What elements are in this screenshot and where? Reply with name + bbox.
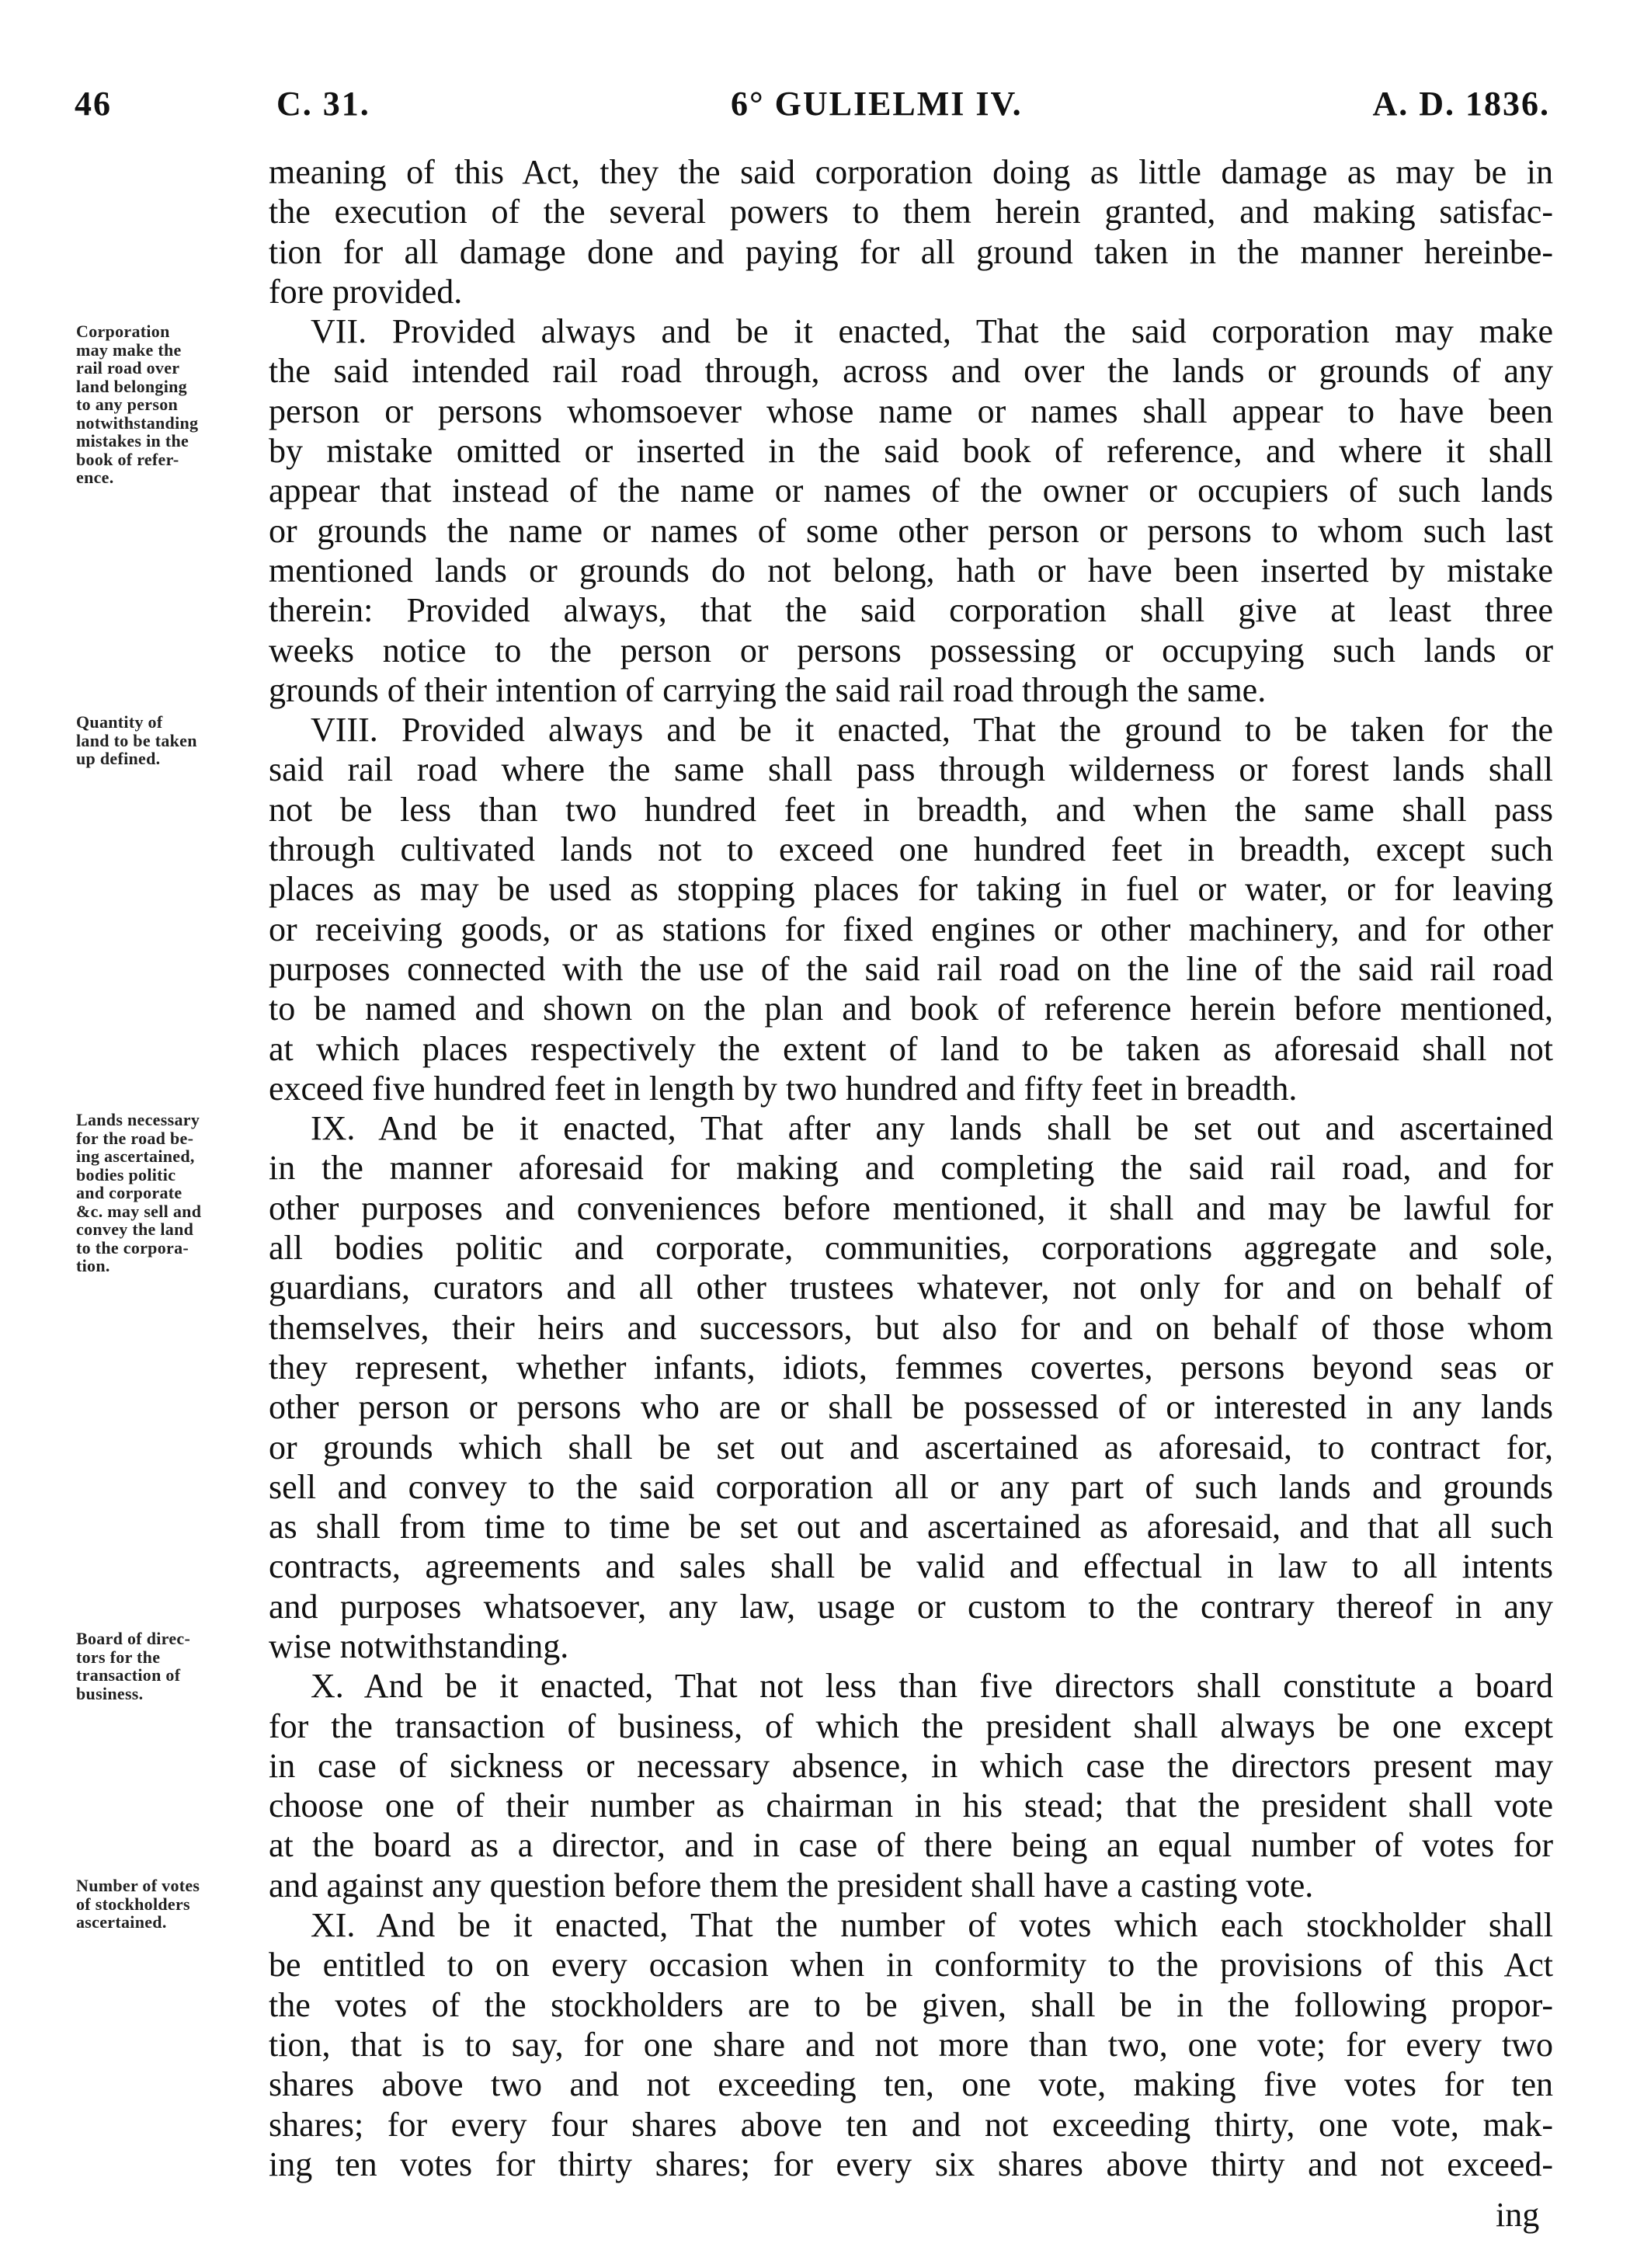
- margin-note-line: notwithstanding: [76, 412, 199, 433]
- text-line: weeks notice to the person or persons possessing or occupying such lands or: [269, 631, 1553, 670]
- section-viii: [269, 710, 1553, 1108]
- section-vii: [269, 311, 1553, 710]
- text-line: through cultivated lands not to exceed one hundred feet in breadth, except such: [269, 830, 1553, 869]
- margin-note-line: to the corpora-: [76, 1237, 189, 1257]
- chapter-number: C. 31.: [276, 85, 370, 123]
- text-line: be entitled to on every occasion when in conformity to the provisions of this Act: [269, 1946, 1553, 1984]
- text-line: grounds of their intention of carrying the said rail road through the same.: [269, 670, 1267, 709]
- margin-note-line: tion.: [76, 1256, 110, 1275]
- text-line: other purposes and conveniences before mentioned, it shall and may be lawful for: [269, 1188, 1553, 1227]
- margin-note-line: ascertained.: [76, 1912, 167, 1932]
- text-line: shares above two and not exceeding ten, one vote, making five votes for ten: [269, 2065, 1553, 2104]
- margin-note-lands-necessary: [76, 1111, 262, 1275]
- margin-note-line: Quantity of: [76, 712, 163, 732]
- margin-note-line: ing ascertained,: [76, 1146, 195, 1166]
- text-line: contracts, agreements and sales shall be valid and effectual in law to all intents: [269, 1547, 1553, 1586]
- text-line: guardians, curators and all other trustees whatever, not only for and on behalf of: [269, 1268, 1553, 1307]
- year: A. D. 1836.: [1372, 85, 1550, 123]
- text-line: other person or persons who are or shall be possessed of or interested in any lands: [269, 1388, 1553, 1427]
- margin-note-line: bodies politic: [76, 1164, 176, 1184]
- margin-note-number-of-votes: [76, 1877, 262, 1932]
- text-line: fore provided.: [269, 272, 463, 311]
- text-line: or grounds which shall be set out and ascertained as aforesaid, to contract for,: [269, 1428, 1553, 1466]
- text-line: appear that instead of the name or names of the owner or occupiers of such lands: [269, 471, 1553, 510]
- margin-note-line: Corporation: [76, 322, 170, 341]
- section-xi: [269, 1905, 1553, 2184]
- text-line: shares; for every four shares above ten and not exceeding thirty, one vote, mak-: [269, 2105, 1553, 2144]
- margin-note-line: &c. may sell and: [76, 1201, 202, 1221]
- section-x: [269, 1666, 1553, 1905]
- margin-note-line: may make the: [76, 339, 182, 360]
- text-line: tion for all damage done and paying for all ground taken in the manner hereinbe-: [269, 232, 1553, 271]
- margin-note-line: book of refer-: [76, 449, 179, 469]
- text-line: VIII. Provided always and be it enacted, That the ground to be taken for the: [311, 711, 1553, 750]
- text-line: choose one of their number as chairman in his stead; that the president shall vote: [269, 1786, 1553, 1825]
- text-line: person or persons whomsoever whose name or names shall appear to have been: [269, 391, 1553, 430]
- text-line: purposes connected with the use of the said rail road on the line of the said rail road: [269, 949, 1553, 988]
- margin-note-quantity-of-land: [76, 713, 262, 768]
- margin-note-line: and corporate: [76, 1183, 182, 1202]
- margin-note-line: convey the land: [76, 1219, 194, 1239]
- text-line: all bodies politic and corporate, communities, corporations aggregate and sole,: [269, 1229, 1553, 1268]
- margin-note-line: mistakes in the: [76, 431, 189, 450]
- page-number: 46: [75, 85, 112, 123]
- text-line: themselves, their heirs and successors, but also for and on behalf of those whom: [269, 1308, 1553, 1347]
- text-line: or receiving goods, or as stations for fixed engines or other machinery, and for other: [269, 910, 1553, 948]
- margin-note-board-of-directors: [76, 1630, 262, 1703]
- text-line: ing ten votes for thirty shares; for every six shares above thirty and not exceed-: [269, 2145, 1553, 2183]
- text-line: XI. And be it enacted, That the number of votes which each stockholder shall: [311, 1906, 1553, 1945]
- text-line: not be less than two hundred feet in breadth, and when the same shall pass: [269, 790, 1553, 829]
- text-line: by mistake omitted or inserted in the said book of reference, and where it shall: [269, 432, 1553, 471]
- text-line: exceed five hundred feet in length by two hundred and fifty feet in breadth.: [269, 1069, 1298, 1108]
- margin-note-line: ence.: [76, 468, 114, 487]
- text-line: the execution of the several powers to them herein granted, and making satisfac-: [269, 193, 1553, 231]
- text-line: and purposes whatsoever, any law, usage or custom to the contrary thereof in any: [269, 1587, 1553, 1626]
- text-line: at which places respectively the extent of land to be taken as aforesaid shall not: [269, 1029, 1553, 1068]
- text-line: IX. And be it enacted, That after any lands shall be set out and ascertained: [311, 1109, 1553, 1148]
- margin-note-line: business.: [76, 1683, 144, 1703]
- text-line: or grounds the name or names of some other person or persons to whom such last: [269, 511, 1553, 550]
- margin-note-line: rail road over: [76, 358, 180, 377]
- margin-note-line: land to be taken: [76, 730, 197, 750]
- text-line: mentioned lands or grounds do not belong, hath or have been inserted by mistake: [269, 551, 1553, 590]
- margin-note-line: Number of votes: [76, 1876, 200, 1895]
- paragraph-continuation: [269, 152, 1553, 311]
- text-line: meaning of this Act, they the said corporation doing as little damage as may be in: [269, 153, 1553, 191]
- text-line: wise notwithstanding.: [269, 1626, 569, 1665]
- margin-note-line: to any person: [76, 395, 179, 414]
- text-line: sell and convey to the said corporation all or any part of such lands and grounds: [269, 1467, 1553, 1506]
- text-line: in the manner aforesaid for making and completing the said rail road, and for: [269, 1149, 1553, 1188]
- text-line: the said intended rail road through, across and over the lands or grounds of any: [269, 352, 1553, 391]
- margin-note-line: Lands necessary: [76, 1110, 200, 1129]
- margin-note-corporation: [76, 322, 262, 487]
- text-line: to be named and shown on the plan and book of reference herein before mentioned,: [269, 990, 1553, 1028]
- text-line: said rail road where the same shall pass through wilderness or forest lands shall: [269, 750, 1553, 789]
- text-line: as shall from time to time be set out and ascertained as aforesaid, and that all such: [269, 1508, 1553, 1546]
- text-line: they represent, whether infants, idiots, femmes covertes, persons beyond seas or: [269, 1348, 1553, 1386]
- running-header: [75, 84, 1550, 130]
- section-ix: [269, 1108, 1553, 1666]
- text-line: at the board as a director, and in case of there being an equal number of votes for: [269, 1826, 1553, 1865]
- act-body: [269, 152, 1553, 2184]
- margin-note-line: transaction of: [76, 1665, 181, 1685]
- text-line: therein: Provided always, that the said corporation shall give at least three: [269, 591, 1553, 630]
- text-line: in case of sickness or necessary absence, in which case the directors present may: [269, 1746, 1553, 1785]
- text-line: for the transaction of business, of which the president shall always be one except: [269, 1706, 1553, 1745]
- margin-note-line: Board of direc-: [76, 1629, 191, 1648]
- margin-note-line: land belonging: [76, 376, 187, 396]
- text-line: X. And be it enacted, That not less than five directors shall constitute a board: [311, 1667, 1553, 1706]
- margin-note-line: for the road be-: [76, 1128, 194, 1148]
- catchword: ing: [1496, 2196, 1540, 2234]
- margin-note-line: tors for the: [76, 1647, 161, 1667]
- margin-note-line: up defined.: [76, 749, 161, 768]
- text-line: VII. Provided always and be it enacted, That the said corporation may make: [311, 312, 1553, 351]
- text-line: tion, that is to say, for one share and not more than two, one vote; for every two: [269, 2025, 1553, 2064]
- text-line: the votes of the stockholders are to be given, shall be in the following propor-: [269, 1985, 1553, 2024]
- margin-note-line: of stockholders: [76, 1894, 190, 1914]
- regnal-title: 6° GULIELMI IV.: [731, 85, 1023, 123]
- text-line: places as may be used as stopping places for taking in fuel or water, or for leaving: [269, 870, 1553, 909]
- text-line: and against any question before them the president shall have a casting vote.: [269, 1866, 1314, 1904]
